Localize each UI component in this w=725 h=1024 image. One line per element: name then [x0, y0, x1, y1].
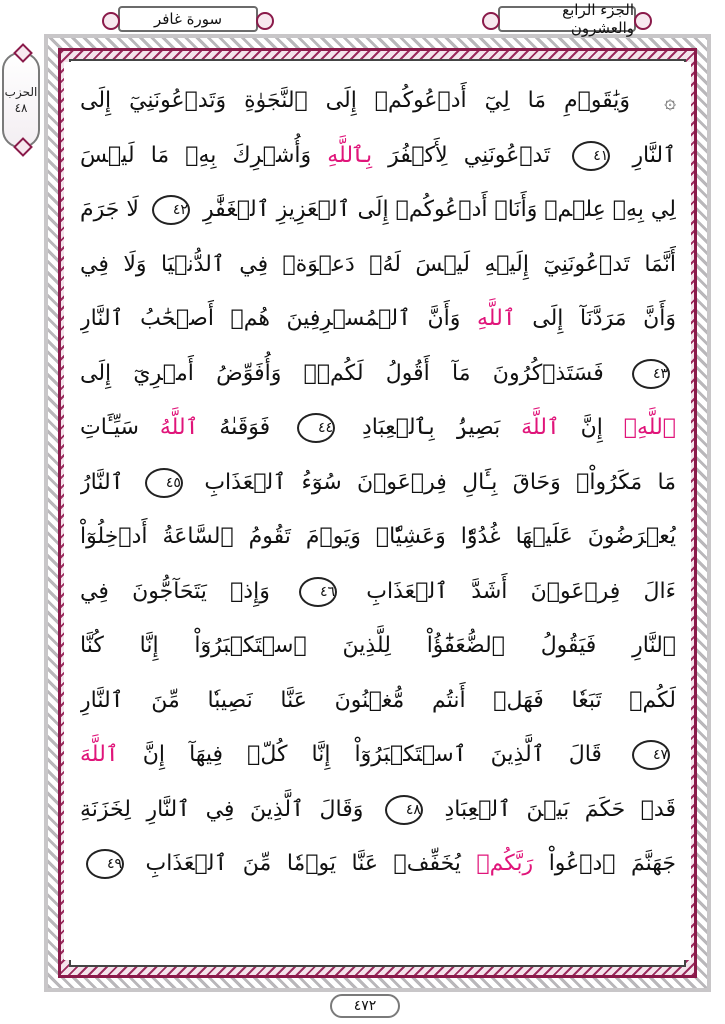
verse-line [80, 510, 676, 565]
divine-name-text: ٱللَّهَ [521, 415, 560, 440]
page-number-badge [330, 994, 400, 1018]
verse-text: وَأَنَّ مَرَدَّنَآ إِلَى [515, 306, 676, 331]
verse-line [80, 238, 676, 293]
divine-name-text: رَبَّكُمۡ [476, 851, 534, 876]
verse-text: سَيِّـَٔاتِ [80, 415, 139, 440]
verse-lines [80, 74, 676, 892]
divine-name-text: ٱللَّهِ [477, 306, 516, 331]
page-number: ٤٧٢ [353, 998, 377, 1014]
verse-text: وَأَنَّ ٱلۡمُسۡرِفِينَ هُمۡ أَصۡحَٰبُ ٱلنَّارِ [80, 306, 461, 331]
verse-line [80, 783, 676, 838]
ayah-number-marker: ٤١ [572, 141, 610, 171]
verse-text: مَا مَكَرُواْۖ وَحَاقَ بِـَٔالِ فِرۡعَوۡنَ سُوٓءُ ٱلۡعَذَابِ [204, 469, 676, 495]
divine-name-text: ٱللَّهُ [159, 415, 199, 440]
ayah-number-marker: ٤٣ [632, 359, 670, 389]
divine-name-text: ٱللَّهِۚ [623, 415, 676, 440]
verse-line [80, 129, 676, 184]
ayah-number-marker: ٤٨ [385, 795, 423, 825]
ayah-number-marker: ٤٤ [297, 413, 335, 443]
verse-line [80, 74, 676, 129]
verse-text: وَإِذۡ يَتَحَآجُّونَ فِي [80, 578, 270, 604]
hizb-number: ٤٨ [14, 101, 28, 115]
surah-name-header [118, 6, 258, 32]
verse-text: ٱلنَّارِ فَيَقُولُ ٱلضُّعَفَٰٓؤُاْ لِلَّذِينَ ٱسۡتَكۡبَرُوٓاْ إِنَّا كُنَّا [80, 633, 676, 658]
verse-text: لَا جَرَمَ [80, 197, 139, 222]
verse-line [80, 728, 676, 783]
verse-text: فَوَقَىٰهُ [198, 415, 271, 440]
divine-name-text: ٱللَّهَ [80, 742, 119, 767]
verse-line [80, 837, 676, 892]
juz-name-label: الجزء الرابع والعشرون [562, 1, 634, 37]
verse-text: لَكُمۡ تَبَعٗا فَهَلۡ أَنتُم مُّغۡنُونَ عَنَّا نَصِيبٗا مِّنَ ٱلنَّارِ [80, 687, 676, 713]
ayah-number-marker: ٤٩ [86, 849, 124, 879]
verse-text: يُعۡرَضُونَ عَلَيۡهَا غُدُوّٗا وَعَشِيّٗاۚ وَيَوۡمَ تَقُومُ ٱلسَّاعَةُ أَدۡخِلُوٓاْ [80, 524, 676, 549]
verse-text: وَقَالَ ٱلَّذِينَ فِي ٱلنَّارِ لِخَزَنَةِ [80, 796, 364, 822]
ayah-number-marker: ٤٧ [632, 740, 670, 770]
verse-text: ٱلنَّارُ [80, 469, 124, 495]
divine-name-text: بِٱللَّهِ [327, 142, 373, 168]
verse-line [80, 401, 676, 456]
verse-line [80, 674, 676, 729]
verse-text: بَصِيرُۢ بِٱلۡعِبَادِ [361, 415, 501, 440]
juz-name-header [498, 1, 636, 37]
verse-text: أَنَّمَا تَدۡعُونَنِيٓ إِلَيۡهِ لَيۡسَ لَهُۥ دَعۡوَةٞ فِي ٱلدُّنۡيَا وَلَا فِي [80, 251, 676, 277]
hizb-label: الحزب [4, 85, 38, 99]
verse-text: فَسَتَذۡكُرُونَ مَآ أَقُولُ لَكُمۡۚ وَأُفَوِّضُ أَمۡرِيٓ إِلَى [80, 360, 604, 386]
verse-text: جَهَنَّمَ ٱدۡعُواْ [533, 851, 676, 876]
verse-line [80, 292, 676, 347]
hizb-marker [2, 52, 40, 148]
surah-name-label: سورة غافر [153, 10, 223, 28]
verse-line [80, 183, 676, 238]
verse-text: لِي بِهِۦ عِلۡمٞ وَأَنَا۠ أَدۡعُوكُمۡ إِلَى ٱلۡعَزِيزِ ٱلۡغَفَّٰرِ [202, 197, 676, 222]
verse-text: وَأُشۡرِكَ بِهِۦ مَا لَيۡسَ [80, 142, 312, 168]
verse-text: ٱلنَّارِ [632, 142, 676, 168]
verse-text: قَالَ ٱلَّذِينَ ٱسۡتَكۡبَرُوٓاْ إِنَّا كُلّٞ فِيهَآ إِنَّ [118, 742, 602, 767]
verse-text: إِنَّ [559, 415, 603, 440]
verse-line [80, 347, 676, 402]
verse-text: يُخَفِّفۡ عَنَّا يَوۡمٗا مِّنَ ٱلۡعَذَابِ [145, 851, 461, 876]
verse-line [80, 565, 676, 620]
verse-text: قَدۡ حَكَمَ بَيۡنَ ٱلۡعِبَادِ [444, 796, 676, 822]
verse-line [80, 456, 676, 511]
verse-line [80, 619, 676, 674]
ayah-number-marker: ٤٢ [152, 195, 190, 225]
verse-text: ءَالَ فِرۡعَوۡنَ أَشَدَّ ٱلۡعَذَابِ [366, 578, 676, 604]
ayah-number-marker: ٤٥ [145, 468, 183, 498]
ayah-number-marker: ٤٦ [299, 577, 337, 607]
verse-text: وَيَٰقَوۡمِ مَا لِيٓ أَدۡعُوكُمۡ إِلَى ٱلنَّجَوٰةِ وَتَدۡعُونَنِيٓ إِلَى [80, 88, 631, 113]
rosette-icon: ۞ [664, 89, 676, 113]
verse-text: تَدۡعُونَنِي لِأَكۡفُرَ [372, 142, 551, 168]
